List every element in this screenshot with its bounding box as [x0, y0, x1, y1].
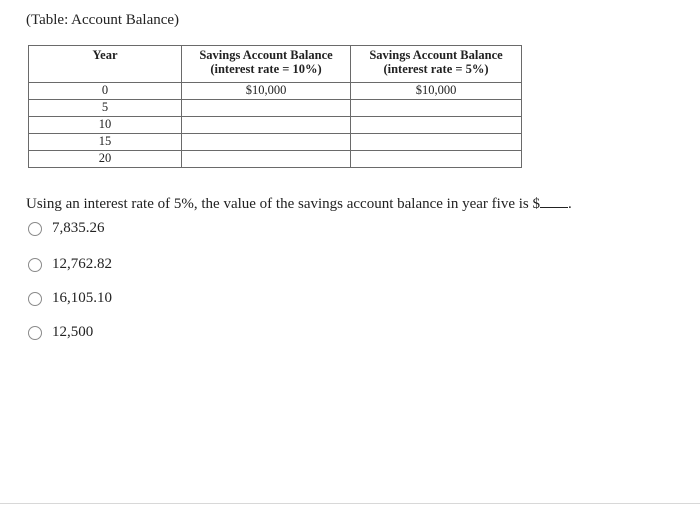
radio-button-icon[interactable]: [28, 292, 42, 306]
cell-year: 5: [29, 100, 182, 117]
cell-balance-10pct: [182, 117, 351, 134]
cell-balance-5pct: [351, 117, 522, 134]
header-balance-10pct-title: Savings Account Balance: [199, 48, 333, 62]
cell-balance-5pct: [351, 100, 522, 117]
header-year: Year: [29, 46, 182, 83]
cell-balance-5pct: $10,000: [351, 83, 522, 100]
cell-balance-10pct: [182, 134, 351, 151]
table-caption: (Table: Account Balance): [26, 12, 180, 28]
answer-option[interactable]: [28, 256, 112, 273]
question-text: Using an interest rate of 5%, the value of the savings account balance in year five is $: [26, 196, 540, 212]
question-suffix: .: [567, 196, 572, 212]
cell-year: 20: [29, 151, 182, 168]
cell-year: 0: [29, 83, 182, 100]
answer-option-label: 12,500: [52, 324, 94, 340]
table-header-row: [29, 46, 522, 83]
header-balance-10pct-rate: (interest rate = 10%): [210, 62, 322, 76]
cell-year: 10: [29, 117, 182, 134]
cell-balance-10pct: [182, 100, 351, 117]
radio-button-icon[interactable]: [28, 258, 42, 272]
table-row: [29, 83, 522, 100]
answer-option[interactable]: [28, 290, 112, 307]
answer-option[interactable]: [28, 220, 105, 237]
answer-option-label: 7,835.26: [52, 220, 105, 236]
bottom-divider: [0, 503, 700, 504]
header-balance-10pct: [182, 46, 351, 83]
cell-year: 15: [29, 134, 182, 151]
radio-button-icon[interactable]: [28, 222, 42, 236]
answer-option-label: 12,762.82: [52, 256, 112, 272]
header-balance-5pct: [351, 46, 522, 83]
answer-option-label: 16,105.10: [52, 290, 112, 306]
header-balance-5pct-title: Savings Account Balance: [369, 48, 503, 62]
cell-balance-5pct: [351, 151, 522, 168]
answer-blank: [540, 196, 568, 208]
cell-balance-10pct: $10,000: [182, 83, 351, 100]
radio-button-icon[interactable]: [28, 326, 42, 340]
account-balance-table: [28, 45, 522, 168]
account-balance-table-wrapper: [28, 45, 522, 168]
table-row: [29, 134, 522, 151]
table-row: [29, 100, 522, 117]
header-balance-5pct-rate: (interest rate = 5%): [383, 62, 489, 76]
table-row: [29, 151, 522, 168]
answer-option[interactable]: [28, 324, 93, 341]
cell-balance-10pct: [182, 151, 351, 168]
table-row: [29, 117, 522, 134]
cell-balance-5pct: [351, 134, 522, 151]
question-prompt: [26, 196, 572, 213]
